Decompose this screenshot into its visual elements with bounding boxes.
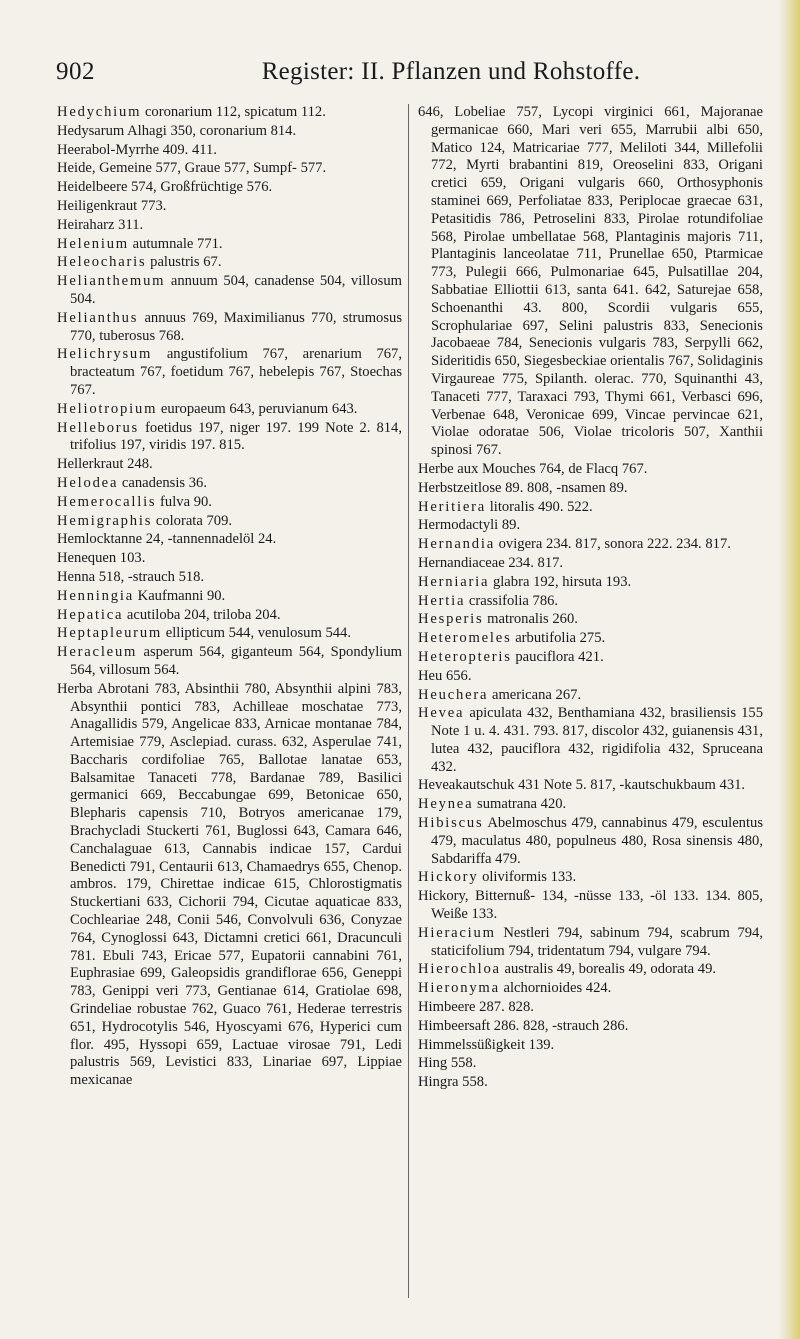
index-entry <box>418 536 763 554</box>
entry-text: Heiligenkraut 773. <box>57 197 167 214</box>
index-entry <box>418 705 763 776</box>
entry-text: Hermodactyli 89. <box>418 517 521 534</box>
entry-text: europaeum 643, peruvianum 643. <box>157 400 358 417</box>
index-entry <box>57 401 402 419</box>
entry-genus: Hierochloa <box>418 961 501 978</box>
entry-text: Hing 558. <box>418 1055 477 1072</box>
index-entry <box>57 644 402 680</box>
index-entry <box>57 420 402 456</box>
entry-text: canadensis 36. <box>118 474 207 491</box>
entry-text: palustris 67. <box>146 254 222 271</box>
entry-text: acutiloba 204, triloba 204. <box>123 606 281 623</box>
index-entry <box>57 569 402 587</box>
entry-text: colorata 709. <box>152 512 233 529</box>
column-divider <box>408 104 409 1298</box>
entry-genus: Heynea <box>418 796 474 813</box>
index-entry <box>57 179 402 197</box>
entry-text: 646, Lobeliae 757, Lycopi virginici 661, Majoranae germanicae 660, Mari veri 655, Marrubii albi 650, Matico 124, Matricariae 777, Meliloti 344, Millefolii 772, Myrti brabantini 819, Oreoselini 833, Origani cretici 659, Origani vulgaris 660, Orthosyphonis staminei 669, Perfoliatae 833, Periplocae graecae 631, Petasitidis 786, Petroselini 833, Pirolae rotundifoliae 568, Pirolae umbellatae 568, Plantaginis majoris 711, Plantaginis lanceolatae 711, Prunellae 650, Ptarmicae 773, Pulegii 666, Pulmonariae 645, Pulsatillae 204, Sabbatiae Elliottii 613, santa 641. 642, Saturejae 658, Schoenanthi 43. 800, Scordii vulgaris 655, Scrophulariae 697, Selini palustris 833, Senecionis Jacobaeae 784, Senecionis vulgaris 783, Serpylli 662, Sideritidis 650, Siegesbeckiae orientalis 767, Solidaginis Virgaureae 775, Spilanth. olerac. 770, Squinanthi 43, Tanaceti 777, Taraxaci 793, Thymi 661, Verbasci 696, Verbenae 648, Veronicae 699, Vincae pervincae 621, Violae odoratae 506, Violae tricoloris 507, Xanthii spinosi 767. <box>418 104 763 459</box>
index-entry <box>418 480 763 498</box>
entry-genus: Helleborus <box>57 419 140 436</box>
entry-text: apiculata 432, Benthamiana 432, brasiliensis 155 Note 1 u. 4. 431. 793. 817, discolor 432, guianensis 431, lutea 432, pauciflora 432, rigidifolia 432, Spruceana 432. <box>431 705 763 775</box>
index-entry <box>418 668 763 686</box>
entry-text: Himbeersaft 286. 828, -strauch 286. <box>418 1017 629 1034</box>
entry-text: Henna 518, -strauch 518. <box>57 568 205 585</box>
index-entry <box>418 796 763 814</box>
entry-text: Himmelssüßigkeit 139. <box>418 1036 555 1053</box>
entry-genus: Hertia <box>418 592 466 609</box>
index-entry <box>418 999 763 1017</box>
entry-text: arbutifolia 275. <box>511 630 606 647</box>
entry-genus: Heracleum <box>57 644 138 661</box>
entry-text: americana 267. <box>488 686 582 703</box>
entry-genus: Hickory <box>418 869 479 886</box>
page-header <box>56 58 770 92</box>
index-entry <box>57 142 402 160</box>
entry-text: Nestleri 794, sabinum 794, scabrum 794, staticifolium 794, tridentatum 794, vulgare 794. <box>431 924 763 959</box>
index-entry <box>57 217 402 235</box>
index-entry <box>57 607 402 625</box>
entry-text: matronalis 260. <box>483 611 578 628</box>
entry-text: litoralis 490. 522. <box>486 498 593 515</box>
index-entry <box>418 517 763 535</box>
entry-text: Hemlocktanne 24, -tannennadelöl 24. <box>57 531 277 548</box>
index-entry <box>418 961 763 979</box>
entry-genus: Henningia <box>57 587 134 604</box>
entry-text: Kaufmanni 90. <box>134 587 226 604</box>
entry-text: Heidelbeere 574, Großfrüchtige 576. <box>57 179 273 196</box>
entry-genus: Herniaria <box>418 573 490 590</box>
entry-text: crassifolia 786. <box>465 592 559 609</box>
index-entry <box>418 649 763 667</box>
index-entry <box>57 513 402 531</box>
entry-text: autumnale 771. <box>128 235 223 252</box>
entry-text: ellipticum 544, venulosum 544. <box>162 625 351 642</box>
index-entry <box>57 236 402 254</box>
entry-text: annuum 504, canadense 504, villosum 504. <box>70 273 402 307</box>
entry-genus: Helichrysum <box>57 346 153 363</box>
index-entry <box>57 625 402 643</box>
entry-genus: Hieronyma <box>418 980 500 997</box>
entry-genus: Heptapleurum <box>57 625 163 642</box>
entry-genus: Hevea <box>418 705 465 722</box>
running-title: Register: II. Pflanzen und Rohstoffe. <box>261 58 641 85</box>
index-entry <box>418 555 763 573</box>
entry-genus: Helianthus <box>57 309 139 326</box>
index-entry <box>57 254 402 272</box>
index-entry <box>57 310 402 346</box>
entry-text: alchornioides 424. <box>499 980 612 997</box>
index-entry <box>57 346 402 399</box>
entry-text: Hellerkraut 248. <box>57 456 153 473</box>
entry-genus: Helodea <box>57 474 119 491</box>
entry-genus: Hibiscus <box>418 815 484 832</box>
entry-text: Hingra 558. <box>418 1074 488 1091</box>
index-entry <box>57 494 402 512</box>
index-entry <box>57 588 402 606</box>
entry-text: Heu 656. <box>418 667 472 684</box>
index-entry <box>57 456 402 474</box>
entry-text: Hickory, Bitternuß- 134, -nüsse 133, -öl 133. 134. 805, Weiße 133. <box>418 888 763 923</box>
entry-text: Heide, Gemeine 577, Graue 577, Sumpf- 577. <box>57 160 327 177</box>
index-entry <box>418 687 763 705</box>
index-entry <box>418 1018 763 1036</box>
index-entry <box>418 888 763 924</box>
entry-text: Heveakautschuk 431 Note 5. 817, -kautschukbaum 431. <box>418 777 746 794</box>
index-entry <box>418 499 763 517</box>
entry-genus: Helenium <box>57 235 129 252</box>
entry-text: foetidus 197, niger 197. 199 Note 2. 814, trifolius 197, viridis 197. 815. <box>70 419 402 454</box>
page-number: 902 <box>56 58 95 85</box>
index-entry <box>57 123 402 141</box>
index-entry <box>418 593 763 611</box>
entry-text: fulva 90. <box>156 493 212 510</box>
index-entry <box>418 104 763 460</box>
index-entry <box>418 777 763 795</box>
index-entry <box>418 815 763 868</box>
entry-genus: Hieracium <box>418 924 496 941</box>
index-entry <box>418 925 763 961</box>
index-entry <box>418 980 763 998</box>
entry-text: sumatrana 420. <box>473 796 567 813</box>
entry-text: Heerabol-Myrrhe 409. 411. <box>57 141 217 158</box>
entry-genus: Heleocharis <box>57 254 147 271</box>
index-entry <box>418 630 763 648</box>
index-entry <box>57 475 402 493</box>
entry-genus: Heteromeles <box>418 630 512 647</box>
index-entry <box>418 1055 763 1073</box>
index-entry <box>57 198 402 216</box>
entry-genus: Heuchera <box>418 686 489 703</box>
index-entry <box>57 273 402 309</box>
entry-text: Himbeere 287. 828. <box>418 999 534 1016</box>
entry-text: Herba Abrotani 783, Absinthii 780, Absynthii alpini 783, Absynthii pontici 783, Achilleae moschatae 773, Anagallidis 579, Angelicae 833, Arnicae montanae 784, Artemisiae 779, Asclepiad. curass. 632, Asperulae 741, Baccharis cordifoliae 765, Ballotae lanatae 653, Balsamitae Tanaceti 778, Bardanae 789, Basilici germanici 669, Beccabungae 699, Betonicae 650, Blepharis capensis 710, Botryos americanae 179, Brachycladi Stuckerti 761, Buglossi 643, Camara 646, Canchalaguae 613, Cannabis indicae 157, Cardui Benedicti 791, Centaurii 613, Chamaedrys 655, Chenop. ambros. 179, Chirettae indicae 615, Chlorostigmatis Stuckertiani 633, Cichorii 794, Cicutae aquaticae 833, Cochleariae 248, Conii 546, Convolvuli 636, Conyzae 764, Cynoglossi 643, Dictamni cretici 661, Dracunculi 781. Ebuli 743, Ericae 577, Eupatorii cannabini 761, Euphrasiae 699, Galeopsidis grandiflorae 656, Geneppi 783, Genippi veri 773, Gentianae 614, Gratiolae 698, Grindeliae robustae 762, Guaco 761, Hederae terrestris 651, Hydrocotylis 546, Hyoscyami 676, Hyperici cum flor. 495, Hyssopi 659, Lactuae virosae 791, Ledi palustris 569, Levistici 833, Linariae 697, Lippiae mexicanae <box>57 680 402 1089</box>
index-entry <box>418 574 763 592</box>
entry-genus: Hemerocallis <box>57 493 157 510</box>
index-entry <box>57 104 402 122</box>
page-edge-highlight <box>778 0 800 1339</box>
index-entry <box>418 461 763 479</box>
entry-text: glabra 192, hirsuta 193. <box>489 573 632 590</box>
index-entry <box>57 531 402 549</box>
entry-text: Hedysarum Alhagi 350, coronarium 814. <box>57 122 297 139</box>
entry-text: Hernandiaceae 234. 817. <box>418 554 564 571</box>
entry-text: Heiraharz 311. <box>57 216 144 233</box>
entry-genus: Hepatica <box>57 606 124 623</box>
index-entry <box>418 611 763 629</box>
entry-text: ovigera 234. 817, sonora 222. 234. 817. <box>494 536 731 553</box>
entry-text: asperum 564, giganteum 564, Spondylium 564, villosum 564. <box>70 644 402 678</box>
index-entry <box>418 1037 763 1055</box>
entry-text: Herbstzeitlose 89. 808, -nsamen 89. <box>418 479 628 496</box>
entry-text: coronarium 112, spicatum 112. <box>141 104 326 120</box>
entry-genus: Hesperis <box>418 611 484 628</box>
entry-genus: Helianthemum <box>57 273 166 290</box>
entry-genus: Heritiera <box>418 498 487 515</box>
index-entry <box>57 160 402 178</box>
entry-genus: Heliotropium <box>57 400 158 417</box>
entry-text: Henequen 103. <box>57 550 146 567</box>
entry-text: annuus 769, Maximilianus 770, strumosus 770, tuberosus 768. <box>70 309 402 344</box>
entry-text: pauciflora 421. <box>511 648 604 665</box>
index-entry <box>418 869 763 887</box>
entry-text: angustifolium 767, arenarium 767, bracteatum 767, foetidum 767, hebelepis 767, Stoechas 767. <box>70 346 402 398</box>
index-entry <box>418 1074 763 1092</box>
index-column-right <box>418 104 763 1093</box>
entry-genus: Hedychium <box>57 104 142 120</box>
index-column-left <box>57 104 402 1091</box>
entry-text: australis 49, borealis 49, odorata 49. <box>500 961 717 978</box>
index-entry <box>57 681 402 1090</box>
entry-text: Abelmoschus 479, cannabinus 479, esculentus 479, maculatus 480, populneus 480, Rosa sinensis 480, Sabdariffa 479. <box>431 815 763 867</box>
entry-genus: Hemigraphis <box>57 512 153 529</box>
index-entry <box>57 550 402 568</box>
entry-text: oliviformis 133. <box>478 869 577 886</box>
entry-text: Herbe aux Mouches 764, de Flacq 767. <box>418 460 648 477</box>
entry-genus: Heteropteris <box>418 648 512 665</box>
entry-genus: Hernandia <box>418 536 495 553</box>
